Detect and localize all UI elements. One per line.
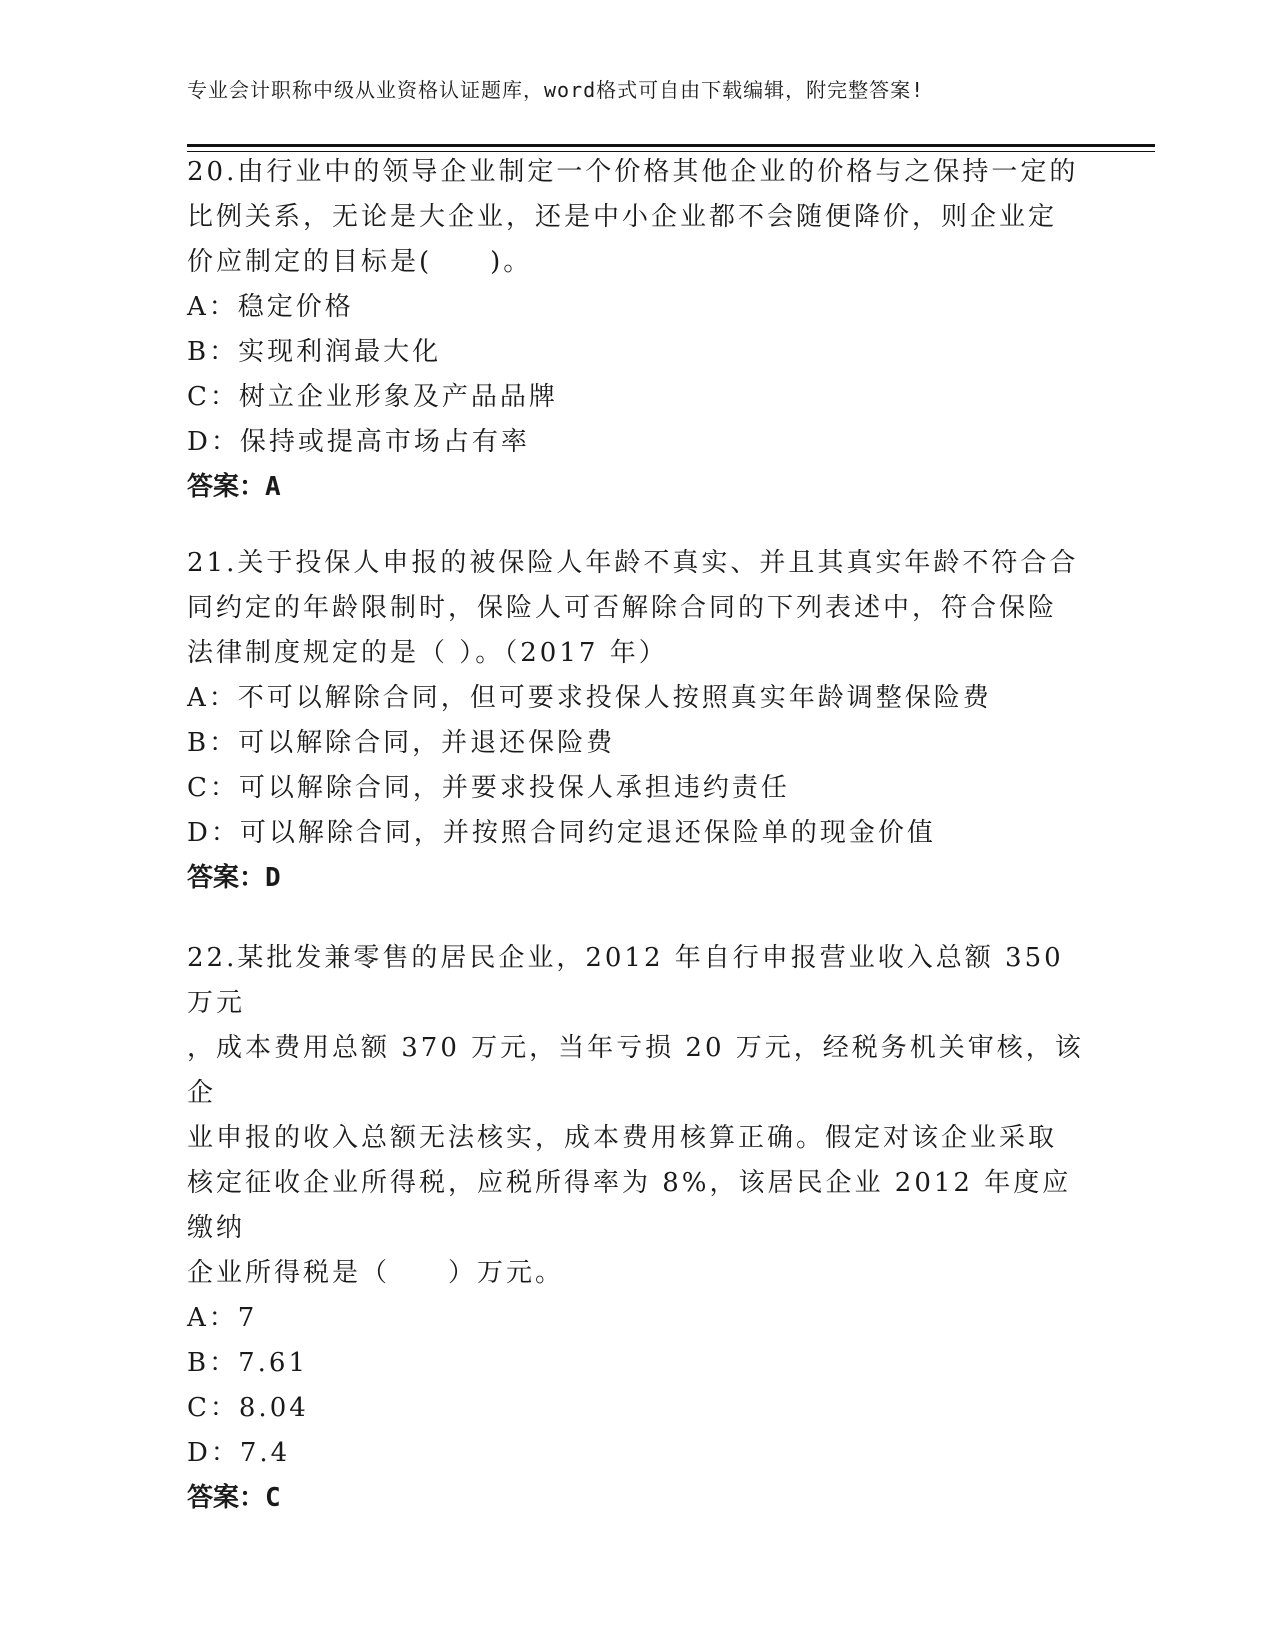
option-c: C：8.04 <box>187 1393 309 1423</box>
option-b: B：7.61 <box>187 1348 308 1378</box>
question-text: 22.某批发兼零售的居民企业，2012 年自行申报营业收入总额 350 万元 ，成本费用总额 370 万元，当年亏损 20 万元，经税务机关审核，该企 业申报的收入总额无法核实，成本费用核算正确。假定对该企业采取 核定征收企业所得税，应税所得率为 8%，该居民企业 2012 年度应缴纳 企业所得税是（ ）万元。 <box>187 943 1084 1288</box>
page-header: 专业会计职称中级从业资格认证题库，word格式可自由下载编辑，附完整答案! <box>187 78 925 102</box>
option-a: A：7 <box>187 1303 258 1333</box>
option-d: D：保持或提高市场占有率 <box>187 427 530 457</box>
question-20 <box>187 150 1087 510</box>
option-d: D：7.4 <box>187 1438 291 1468</box>
option-b: B：实现利润最大化 <box>187 337 442 367</box>
question-22 <box>187 936 1087 1521</box>
question-text: 20.由行业中的领导企业制定一个价格其他企业的价格与之保持一定的 比例关系，无论是大企业，还是中小企业都不会随便降价，则企业定 价应制定的目标是( )。 <box>187 157 1079 277</box>
answer: 答案：A <box>187 472 281 502</box>
option-d: D：可以解除合同，并按照合同约定退还保险单的现金价值 <box>187 818 936 848</box>
option-c: C：树立企业形象及产品品牌 <box>187 382 558 412</box>
question-text: 21.关于投保人申报的被保险人年龄不真实、并且其真实年龄不符合合 同约定的年龄限制时，保险人可否解除合同的下列表述中，符合保险 法律制度规定的是（ ）。（2017 年） <box>187 548 1079 668</box>
option-b: B：可以解除合同，并退还保险费 <box>187 728 616 758</box>
answer: 答案：D <box>187 863 281 893</box>
option-a: A：稳定价格 <box>187 292 354 322</box>
header-divider-thick <box>187 144 1155 147</box>
answer: 答案：C <box>187 1483 281 1513</box>
option-c: C：可以解除合同，并要求投保人承担违约责任 <box>187 773 790 803</box>
option-a: A：不可以解除合同，但可要求投保人按照真实年龄调整保险费 <box>187 683 992 713</box>
question-21 <box>187 541 1087 901</box>
